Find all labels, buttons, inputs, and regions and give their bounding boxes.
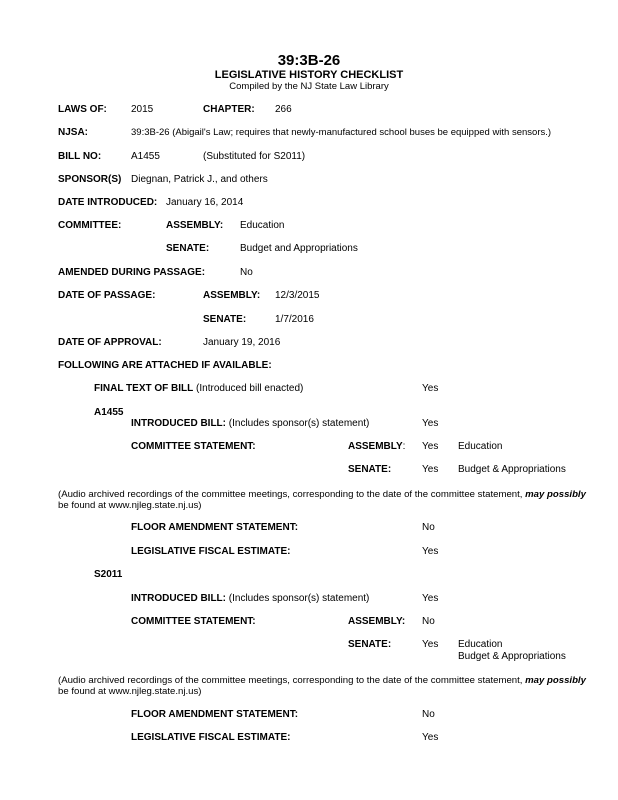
final-text-label: FINAL TEXT OF BILL [94,383,194,394]
s2011-audio-text: (Audio archived recordings of the committee meetings, corresponding to the date of the committee statement, [58,675,526,686]
chapter-value: 266 [275,104,292,115]
a1455-committee-label: COMMITTEE STATEMENT: [131,441,256,452]
s2011-introduced-value: Yes [422,593,439,604]
final-text-note: (Introduced bill enacted) [196,383,304,394]
date-introduced-label: DATE INTRODUCED: [58,197,158,208]
a1455-introduced-value: Yes [422,418,439,429]
s2011-introduced-row [131,593,369,605]
s2011-fiscal-value: Yes [422,732,439,743]
s2011-senate-label: SENATE: [348,639,392,650]
attached-heading: FOLLOWING ARE ATTACHED IF AVAILABLE: [58,360,272,371]
committee-assembly-value: Education [240,220,285,231]
passage-assembly-value: 12/3/2015 [275,290,320,301]
passage-senate-value: 1/7/2016 [275,314,314,325]
committee-senate-label: SENATE: [166,243,210,254]
a1455-heading: A1455 [94,407,124,418]
s2011-assembly-label: ASSEMBLY: [348,616,406,627]
document-title: 39:3B-26 [277,52,341,69]
amended-label: AMENDED DURING PASSAGE: [58,267,206,278]
final-text-value: Yes [422,383,439,394]
s2011-senate-committee-2: Budget & Appropriations [458,651,566,662]
passage-assembly-label: ASSEMBLY: [203,290,261,301]
date-of-passage-label: DATE OF PASSAGE: [58,290,156,301]
bill-no-note: (Substituted for S2011) [203,151,306,162]
final-text-row [94,383,303,395]
date-of-approval-value: January 19, 2016 [203,337,281,348]
a1455-floor-value: No [422,522,435,533]
amended-value: No [240,267,253,278]
a1455-audio-emphasis: may possibly [525,489,586,500]
s2011-introduced-label: INTRODUCED BILL: [131,593,226,604]
passage-senate-label: SENATE: [203,314,247,325]
committee-senate-value: Budget and Appropriations [240,243,358,254]
a1455-senate-committee: Budget & Appropriations [458,464,566,475]
a1455-introduced-note: (Includes sponsor(s) statement) [228,418,370,429]
a1455-assembly-label: ASSEMBLY [348,441,403,452]
a1455-senate-label: SENATE: [348,464,392,475]
committee-label: COMMITTEE: [58,220,122,231]
bill-no-value: A1455 [131,151,160,162]
s2011-fiscal-label: LEGISLATIVE FISCAL ESTIMATE: [131,732,291,743]
s2011-floor-label: FLOOR AMENDMENT STATEMENT: [131,709,299,720]
chapter-label: CHAPTER: [203,104,255,115]
laws-of-value: 2015 [131,104,154,115]
a1455-introduced-row [131,418,369,430]
njsa-value: 39:3B-26 (Abigail's Law; requires that newly-manufactured school buses be equipped with sensors.) [131,127,552,138]
a1455-senate-value: Yes [422,464,439,475]
bill-no-label: BILL NO: [58,151,102,162]
s2011-floor-value: No [422,709,435,720]
njsa-label: NJSA: [58,127,89,138]
date-introduced-value: January 16, 2014 [166,197,244,208]
a1455-assembly-colon: : [402,441,406,452]
a1455-audio-line2: be found at www.njleg.state.nj.us) [58,500,202,511]
s2011-introduced-note: (Includes sponsor(s) statement) [228,593,370,604]
sponsors-value: Diegnan, Patrick J., and others [131,174,268,185]
s2011-heading: S2011 [94,569,123,580]
a1455-assembly-committee: Education [458,441,503,452]
date-of-approval-label: DATE OF APPROVAL: [58,337,162,348]
compiled-by: Compiled by the NJ State Law Library [229,81,389,92]
a1455-assembly-value: Yes [422,441,439,452]
s2011-audio-emphasis: may possibly [525,675,586,686]
s2011-senate-committee-1: Education [458,639,503,650]
a1455-fiscal-value: Yes [422,546,439,557]
document-subtitle: LEGISLATIVE HISTORY CHECKLIST [214,69,404,81]
laws-of-label: LAWS OF: [58,104,107,115]
a1455-floor-label: FLOOR AMENDMENT STATEMENT: [131,522,299,533]
a1455-introduced-label: INTRODUCED BILL: [131,418,226,429]
s2011-committee-label: COMMITTEE STATEMENT: [131,616,256,627]
a1455-fiscal-label: LEGISLATIVE FISCAL ESTIMATE: [131,546,291,557]
a1455-audio-text: (Audio archived recordings of the committee meetings, corresponding to the date of the committee statement, [58,489,526,500]
a1455-assembly-row [348,441,405,453]
committee-assembly-label: ASSEMBLY: [166,220,224,231]
s2011-assembly-value: No [422,616,435,627]
s2011-senate-value: Yes [422,639,439,650]
sponsors-label: SPONSOR(S) [58,174,122,185]
s2011-audio-line2: be found at www.njleg.state.nj.us) [58,686,202,697]
